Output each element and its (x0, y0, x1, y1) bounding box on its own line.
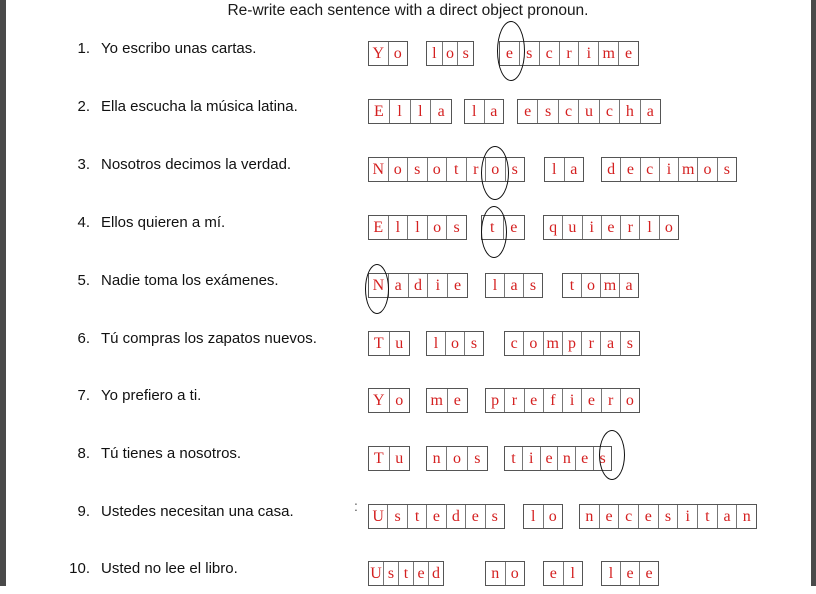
letter-cell: s (520, 42, 540, 65)
letter-cell: d (409, 274, 429, 297)
answer-word-box[interactable] (368, 157, 525, 182)
letter-cell: s (659, 505, 679, 528)
letter-cell: i (428, 274, 448, 297)
prompt-sentence: Tú tienes a nosotros. (101, 445, 242, 462)
letter-cell: o (395, 392, 404, 409)
answer-word-box[interactable] (481, 215, 525, 240)
letter-cell: o (582, 274, 601, 297)
letter-cell: n (742, 508, 751, 525)
letter-cell: T (369, 447, 390, 470)
letter-cell: e (466, 505, 485, 528)
letter-cell: s (626, 335, 633, 352)
letter-cell: a (625, 277, 633, 294)
answer-word-box[interactable] (368, 273, 468, 298)
letter-cell: U (369, 562, 384, 585)
letter-cell: m (601, 274, 620, 297)
answer-word-box[interactable] (523, 504, 563, 529)
letter-cell: e (621, 158, 640, 181)
answer-word-box[interactable] (544, 157, 584, 182)
letter-cell: o (393, 45, 402, 62)
answer-word-box[interactable] (517, 99, 661, 124)
letter-cell: c (505, 332, 524, 355)
item-number: 7. (77, 387, 90, 404)
answer-word-box[interactable] (601, 157, 737, 182)
letter-cell: o (486, 158, 506, 181)
letter-cell: a (437, 103, 445, 120)
letter-cell: l (570, 565, 575, 582)
answer-word-box[interactable] (368, 446, 410, 471)
letter-cell: s (538, 100, 558, 123)
letter-cell: l (465, 100, 485, 123)
letter-cell: T (369, 332, 390, 355)
letter-cell: r (602, 389, 621, 412)
letter-cell: p (563, 332, 582, 355)
answer-word-box[interactable] (543, 215, 679, 240)
letter-cell: t (482, 216, 504, 239)
letter-cell: a (490, 103, 498, 120)
letter-cell: o (446, 332, 465, 355)
letter-cell: l (545, 158, 565, 181)
letter-cell: o (428, 158, 448, 181)
letter-cell: o (510, 565, 519, 582)
letter-cell: i (678, 505, 698, 528)
letter-cell: c (600, 100, 620, 123)
letter-cell: a (570, 161, 578, 178)
letter-cell: t (505, 447, 523, 470)
answer-word-box[interactable] (485, 273, 543, 298)
item-number: 10. (69, 560, 90, 577)
letter-cell: e (541, 447, 559, 470)
letter-cell: e (544, 562, 564, 585)
letter-cell: l (411, 100, 432, 123)
letter-cell: e (645, 565, 653, 582)
answer-word-box[interactable] (601, 561, 659, 586)
letter-cell: e (600, 505, 620, 528)
prompt-sentence: Tú compras los zapatos nuevos. (101, 330, 317, 347)
letter-cell: E (369, 216, 389, 239)
answer-word-box[interactable] (368, 561, 444, 586)
letter-cell: d (447, 505, 466, 528)
letter-cell: o (428, 216, 448, 239)
answer-word-box[interactable] (485, 388, 640, 413)
letter-cell: Y (369, 389, 390, 412)
letter-cell: l (408, 216, 428, 239)
letter-cell: n (486, 562, 506, 585)
item-number: 8. (77, 445, 90, 462)
letter-cell: i (660, 158, 679, 181)
answer-word-box[interactable] (485, 561, 525, 586)
exercise-row (0, 387, 816, 421)
item-number: 2. (77, 98, 90, 115)
letter-cell: n (427, 447, 447, 470)
letter-cell: f (544, 389, 563, 412)
letter-cell: c (559, 100, 579, 123)
letter-cell: s (511, 161, 518, 178)
item-number: 5. (77, 272, 90, 289)
letter-cell: e (625, 45, 633, 62)
letter-cell: l (389, 216, 409, 239)
letter-cell: s (529, 277, 537, 294)
letter-cell: t (408, 505, 427, 528)
item-number: 3. (77, 156, 90, 173)
answer-word-box[interactable] (368, 41, 408, 66)
letter-cell: d (602, 158, 621, 181)
letter-cell: s (491, 508, 498, 525)
letter-cell: n (580, 505, 600, 528)
letter-cell: o (389, 158, 409, 181)
exercise-row (0, 98, 816, 132)
letter-cell: e (453, 392, 461, 409)
letter-cell: o (524, 332, 543, 355)
letter-cell: d (432, 565, 440, 582)
letter-cell: a (646, 103, 654, 120)
prompt-sentence: Yo escribo unas cartas. (101, 40, 257, 57)
exercise-row (0, 272, 816, 306)
prompt-sentence: Ella escucha la música latina. (101, 98, 298, 115)
letter-cell: t (563, 274, 582, 297)
stray-mark: : (354, 498, 358, 514)
letter-cell: m (599, 42, 619, 65)
answer-word-box[interactable] (426, 41, 474, 66)
letter-cell: a (505, 274, 524, 297)
answer-word-box[interactable] (368, 504, 505, 529)
letter-cell: u (395, 335, 404, 352)
exercise-row (0, 330, 816, 364)
letter-cell: o (625, 392, 634, 409)
answer-word-box[interactable] (543, 561, 583, 586)
letter-cell: s (462, 45, 469, 62)
letter-cell: e (427, 505, 446, 528)
letter-cell: l (427, 42, 443, 65)
prompt-sentence: Usted no lee el libro. (101, 560, 238, 577)
answer-word-box[interactable] (464, 99, 504, 124)
letter-cell: s (723, 161, 730, 178)
answer-word-box[interactable] (368, 331, 410, 356)
letter-cell: l (390, 100, 411, 123)
letter-cell: e (582, 389, 601, 412)
letter-cell: o (664, 219, 673, 236)
answer-word-box[interactable] (368, 388, 410, 413)
letter-cell: s (384, 562, 399, 585)
letter-cell: s (470, 335, 478, 352)
letter-cell: e (576, 447, 594, 470)
letter-cell: l (486, 274, 505, 297)
letter-cell: s (388, 505, 407, 528)
letter-cell: c (641, 158, 660, 181)
letter-cell: o (447, 447, 467, 470)
letter-cell: l (640, 216, 659, 239)
letter-cell: Y (369, 42, 389, 65)
letter-cell: i (523, 447, 541, 470)
answer-word-box[interactable] (499, 41, 639, 66)
item-number: 9. (77, 503, 90, 520)
exercise-row (0, 503, 816, 537)
letter-cell: i (583, 216, 602, 239)
letter-cell: l (602, 562, 621, 585)
answer-word-box[interactable] (368, 99, 452, 124)
letter-cell: i (563, 389, 582, 412)
letter-cell: e (414, 562, 429, 585)
exercise-row (0, 560, 816, 594)
letter-cell: l (427, 332, 446, 355)
letter-cell: i (579, 42, 599, 65)
letter-cell: e (639, 505, 659, 528)
prompt-sentence: Ellos quieren a mí. (101, 214, 226, 231)
letter-cell: e (602, 216, 621, 239)
letter-cell: a (718, 505, 738, 528)
letter-cell: o (443, 42, 459, 65)
letter-cell: s (599, 450, 606, 467)
letter-cell: h (620, 100, 640, 123)
letter-cell: N (369, 274, 389, 297)
letter-cell: m (544, 332, 563, 355)
answer-word-box[interactable] (426, 446, 488, 471)
letter-cell: N (369, 158, 389, 181)
answer-word-box[interactable] (368, 215, 467, 240)
letter-cell: U (369, 505, 388, 528)
letter-cell: r (560, 42, 580, 65)
exercise-row (0, 156, 816, 190)
item-number: 6. (77, 330, 90, 347)
answer-word-box[interactable] (562, 273, 639, 298)
letter-cell: u (579, 100, 599, 123)
prompt-sentence: Nadie toma los exámenes. (101, 272, 279, 289)
letter-cell: u (563, 216, 582, 239)
answer-word-box[interactable] (426, 331, 484, 356)
letter-cell: t (447, 158, 467, 181)
prompt-sentence: Yo prefiero a ti. (101, 387, 202, 404)
letter-cell: l (524, 505, 544, 528)
letter-cell: a (601, 332, 620, 355)
answer-word-box[interactable] (426, 388, 468, 413)
letter-cell: e (621, 562, 640, 585)
answer-word-box[interactable] (504, 446, 612, 471)
letter-cell: n (558, 447, 576, 470)
letter-cell: s (453, 219, 460, 236)
letter-cell: o (698, 158, 717, 181)
letter-cell: e (510, 219, 518, 236)
worksheet-title: Re-write each sentence with a direct object pronoun. (227, 2, 589, 19)
item-number: 4. (77, 214, 90, 231)
letter-cell: r (582, 332, 601, 355)
prompt-sentence: Ustedes necesitan una casa. (101, 503, 294, 520)
letter-cell: t (698, 505, 718, 528)
exercise-row (0, 214, 816, 248)
letter-cell: r (467, 158, 487, 181)
letter-cell: r (621, 216, 640, 239)
exercise-row (0, 40, 816, 74)
letter-cell: q (544, 216, 563, 239)
letter-cell: p (486, 389, 505, 412)
letter-cell: e (500, 42, 520, 65)
letter-cell: e (454, 277, 462, 294)
letter-cell: e (518, 100, 538, 123)
letter-cell: s (474, 450, 481, 467)
exercise-row (0, 445, 816, 479)
letter-cell: c (540, 42, 560, 65)
item-number: 1. (77, 40, 90, 57)
prompt-sentence: Nosotros decimos la verdad. (101, 156, 292, 173)
letter-cell: o (548, 508, 557, 525)
letter-cell: a (389, 274, 409, 297)
letter-cell: r (505, 389, 524, 412)
letter-cell: t (399, 562, 414, 585)
letter-cell: m (427, 389, 448, 412)
letter-cell: s (408, 158, 428, 181)
letter-cell: E (369, 100, 390, 123)
letter-cell: m (679, 158, 698, 181)
letter-cell: u (395, 450, 404, 467)
answer-word-box[interactable] (579, 504, 757, 529)
letter-cell: e (525, 389, 544, 412)
answer-word-box[interactable] (504, 331, 640, 356)
letter-cell: c (619, 505, 639, 528)
